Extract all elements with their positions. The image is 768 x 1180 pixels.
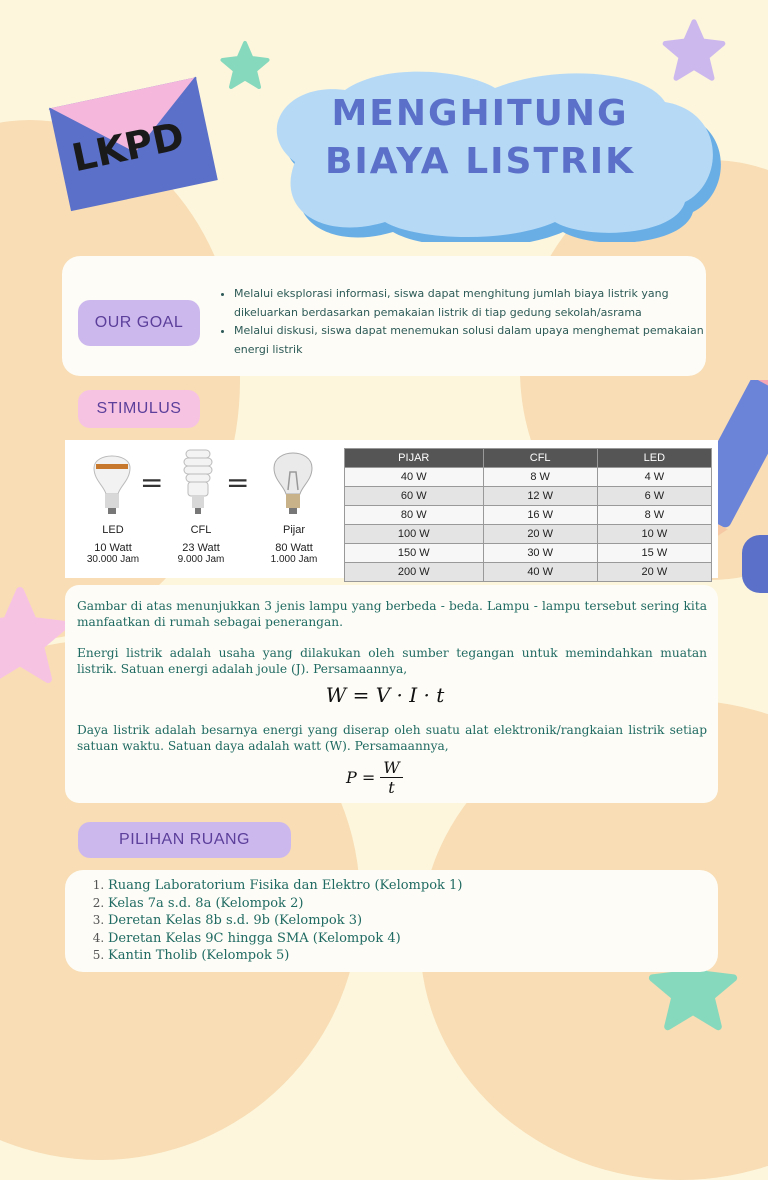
incandescent-bulb-icon xyxy=(270,446,316,518)
bulb-watt: 10 Watt xyxy=(94,542,132,554)
table-cell: 100 W xyxy=(345,525,484,544)
bulb-caption-led xyxy=(78,524,148,565)
table-cell: 15 W xyxy=(597,544,711,563)
goal-label: OUR GOAL xyxy=(78,300,200,346)
list-item: 2. Kelas 7a s.d. 8a (Kelompok 2) xyxy=(108,895,708,913)
led-bulb-icon xyxy=(90,446,134,518)
formula-fraction xyxy=(380,758,402,797)
page-title xyxy=(280,90,680,186)
stimulus-paragraph: Gambar di atas menunjukkan 3 jenis lampu yang berbeda - beda. Lampu - lampu tersebut sering kita manfaatkan di rumah sebagai penerangan. xyxy=(77,599,707,629)
table-cell: 20 W xyxy=(597,563,711,582)
table-cell: 10 W xyxy=(597,525,711,544)
table-row xyxy=(345,563,712,582)
stimulus-label: STIMULUS xyxy=(78,390,200,428)
stimulus-paragraph: Daya listrik adalah besarnya energi yang diserap oleh suatu alat elektronik/rangkaian listrik setiap satuan waktu. Satuan daya adalah watt (W). Persamaannya, xyxy=(77,723,707,753)
table-cell: 20 W xyxy=(483,525,597,544)
bulb-name: LED xyxy=(102,524,124,536)
bulb-name: CFL xyxy=(190,524,212,536)
bulb-watt: 23 Watt xyxy=(182,542,220,554)
bulb-hours: 9.000 Jam xyxy=(177,554,225,565)
table-cell: 8 W xyxy=(483,468,597,487)
bulb-hours: 1.000 Jam xyxy=(270,554,318,565)
list-item: • Melalui eksplorasi informasi, siswa dapat menghitung jumlah biaya listrik yang dikeluarkan berdasarkan pemakaian listrik di tiap gedung sekolah/asrama xyxy=(234,285,704,322)
formula-lhs: P = xyxy=(346,767,376,787)
formula-numerator: W xyxy=(380,758,402,778)
table-cell: 60 W xyxy=(345,487,484,506)
table-cell: 40 W xyxy=(483,563,597,582)
bulb-watt: 80 Watt xyxy=(275,542,313,554)
table-header-row xyxy=(345,449,712,468)
list-item: 4. Deretan Kelas 9C hingga SMA (Kelompok 4) xyxy=(108,930,708,948)
bulb-hours: 30.000 Jam xyxy=(86,554,140,565)
table-cell: 6 W xyxy=(597,487,711,506)
wattage-table xyxy=(344,448,712,582)
formula-denominator: t xyxy=(388,777,395,797)
lkpd-badge-text: LKPD xyxy=(68,113,188,181)
title-line-2: BIAYA LISTRIK xyxy=(324,141,636,182)
table-row xyxy=(345,525,712,544)
energy-formula: W = V · I · t xyxy=(325,683,445,707)
deco-shape xyxy=(742,535,768,593)
rooms-label: PILIHAN RUANG xyxy=(78,822,291,858)
equals-sign: = xyxy=(140,466,164,499)
table-cell: 16 W xyxy=(483,506,597,525)
column-header: PIJAR xyxy=(345,449,484,468)
column-header: CFL xyxy=(483,449,597,468)
table-row xyxy=(345,487,712,506)
table-cell: 8 W xyxy=(597,506,711,525)
table-cell: 150 W xyxy=(345,544,484,563)
title-line-1: MENGHITUNG xyxy=(331,93,629,134)
rooms-list xyxy=(78,877,708,965)
table-cell: 200 W xyxy=(345,563,484,582)
star-icon xyxy=(0,585,70,685)
column-header: LED xyxy=(597,449,711,468)
cfl-bulb-icon xyxy=(178,446,218,518)
stimulus-paragraph: Energi listrik adalah usaha yang dilakukan oleh sumber tegangan untuk memindahkan muatan listrik. Satuan energi adalah joule (J). Persamaannya, xyxy=(77,646,707,676)
bulb-caption-pijar xyxy=(259,524,329,565)
goal-list xyxy=(216,285,704,359)
list-item: 5. Kantin Tholib (Kelompok 5) xyxy=(108,947,708,965)
table-cell: 40 W xyxy=(345,468,484,487)
table-cell: 30 W xyxy=(483,544,597,563)
list-item: 3. Deretan Kelas 8b s.d. 9b (Kelompok 3) xyxy=(108,912,708,930)
bulb-name: Pijar xyxy=(282,524,305,536)
table-row xyxy=(345,506,712,525)
table-row xyxy=(345,544,712,563)
list-item: • Melalui diskusi, siswa dapat menemukan solusi dalam upaya menghemat pemakaian energi listrik xyxy=(234,322,704,359)
power-formula xyxy=(346,752,403,802)
table-cell: 12 W xyxy=(483,487,597,506)
table-cell: 4 W xyxy=(597,468,711,487)
table-cell: 80 W xyxy=(345,506,484,525)
list-item: 1. Ruang Laboratorium Fisika dan Elektro (Kelompok 1) xyxy=(108,877,708,895)
equals-sign: = xyxy=(226,466,250,499)
table-row xyxy=(345,468,712,487)
bulb-caption-cfl xyxy=(166,524,236,565)
